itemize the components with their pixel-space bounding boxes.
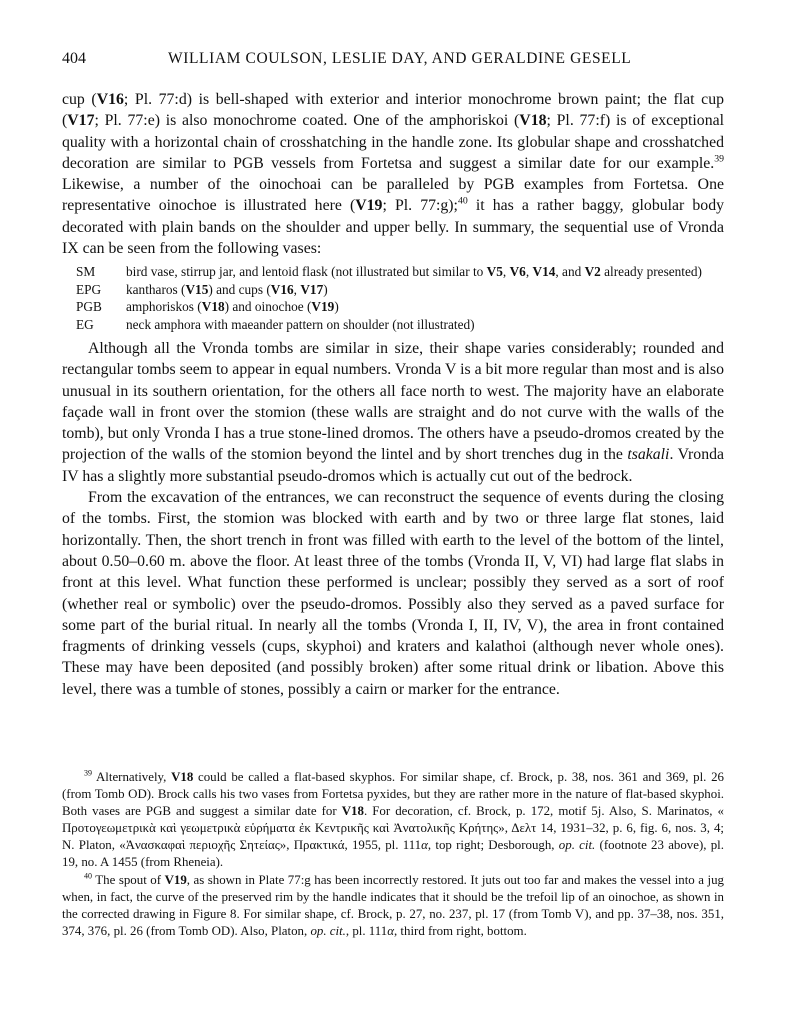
footnote-40: $^{40}$ The spout of V19, as shown in Plate 77:g has been incorrectly restored. It juts out too far and makes the vessel into a jug when, in fact, the curve of the preserved rim by the handle indicates that it should be the trefoil lip of an oinochoe, as shown in the corrected drawing in Figure 8. For similar shape, cf. Brock, p. 27, no. 237, pl. 17 (from Tomb V), and pp. 37–38, nos. 351, 374, 376, pl. 26 (from Tomb OD). Also, Platon, op. cit., pl. 111α, third from right, bottom. [62,871,724,938]
period-label: EG [76,316,94,332]
running-header [62,50,722,70]
vase-ref: V18 [519,112,547,130]
main-text [62,89,724,700]
period-description: neck amphora with maeander pattern on shoulder (not illustrated) [126,316,475,332]
period-description: amphoriskos (V18) and oinochoe (V19) [126,299,339,315]
vase-ref: V17 [67,112,95,130]
period-description: bird vase, stirrup jar, and lentoid flask (not illustrated but similar to V5, V6, V14, and V2 already presented) [126,264,702,280]
footnote-ref-40[interactable]: 40 [457,196,468,208]
page-number: 404 [62,50,86,67]
list-item [62,298,724,315]
footnotes [62,769,724,941]
period-label: PGB [76,299,102,315]
period-label: SM [76,264,96,280]
footnote-ref-39[interactable]: 39 [714,153,724,165]
list-item [62,316,724,333]
running-title: WILLIAM COULSON, LESLIE DAY, AND GERALDINE GESELL [168,50,632,67]
footnote-39: $^{39}$ Alternatively, V18 could be called a flat-based skyphos. For similar shape, cf. Brock, p. 38, nos. 361 and 369, pl. 26 (from Tomb OD). Brock calls his two vases from Fortetsa pyxides, but they are rather more in the nature of flat-based skyphoi. Both vases are PGB and suggest a similar date for V18. For decoration, cf. Brock, p. 172, motif 5j. Also, S. Marinatos, « Προτογεωμετρικὰ καὶ γεωμετρικὰ εὑρήματα ἐκ Κεντρικῆς καὶ Ἀνατολικῆς Κρήτης», Δελτ 14, 1931–32, p. 6, fig. 6, nos. 3, 4; N. Platon, «Ἀνασκαφαὶ περιοχῆς Σητείας», Πρακτικά, 1955, pl. 111α, top right; Desborough, op. cit. (footnote 23 above), pl. 19, no. A 1455 (from Rheneia). [62,768,724,869]
paragraph-3: From the excavation of the entrances, we can reconstruct the sequence of events during the closing of the tombs. First, the stomion was blocked with earth and by two or three large flat stones, laid horizontally. Then, the short trench in front was filled with earth to the level of the bottom of the lintel, about 0.50–0.60 m. above the floor. At least three of the tombs (Vronda II, V, VI) had large flat slabs in front at this level. What function these performed is unclear; possibly they served as a sort of roof (whether real or symbolic) over the pseudo-dromos. Possibly also they served as a paved surface for some part of the burial ritual. In nearly all the tombs (Vronda I, II, IV, V), the area in front contained fragments of drinking vessels (cups, skyphoi) and kraters and kalathoi (although never whole ones). These may have been deposited (and possibly broken) after some ritual drink or libation. Above this level, there was a tumble of stones, possibly a cairn or marker for the entrance. [62,489,724,698]
list-item [62,263,724,280]
footnote-number: 39 [84,768,92,778]
vase-ref: V19 [355,197,383,215]
paragraph-1: cup (V16; Pl. 77:d) is bell-shaped with exterior and interior monochrome brown paint; the flat cup (V17; Pl. 77:e) is also monochrome coated. One of the amphoriskoi (V18; Pl. 77:f) is of exceptional quality with a horizontal chain of crosshatching in the handle zone. Its globular shape and crosshatched decoration are similar to PGB vessels from Fortetsa and suggest a similar date for our example.$^{39}$ Likewise, a number of the oinochoai can be paralleled by PGB examples from Fortetsa. One representative oinochoe is illustrated here (V19; Pl. 77:g);$^{40}$ it has a rather baggy, globular body decorated with plain bands on the shoulder and upper belly. In summary, the sequential use of Vronda IX can be seen from the following vases: [62,91,724,258]
paragraph-2: Although all the Vronda tombs are similar in size, their shape varies considerably; rounded and rectangular tombs seem to appear in equal numbers. Vronda V is a bit more regular than most and is also unusual in its southern orientation, for the others all face north to west. The majority have an elaborate façade wall in front over the stomion (these walls are straight and do not curve with the walls of the tomb), but only Vronda I has a true stone-lined dromos. The others have a pseudo-dromos created by the projection of the walls of the stomion beyond the lintel and by short trenches dug in the tsakali. Vronda IV has a slightly more substantial pseudo-dromos which is actually cut out of the bedrock. [62,340,724,485]
vase-ref: V16 [96,91,124,108]
footnote-number: 40 [84,871,92,881]
list-item [62,281,724,298]
period-description: kantharos (V15) and cups (V16, V17) [126,281,328,297]
vase-sequence-list [62,263,724,333]
period-label: EPG [76,281,102,297]
